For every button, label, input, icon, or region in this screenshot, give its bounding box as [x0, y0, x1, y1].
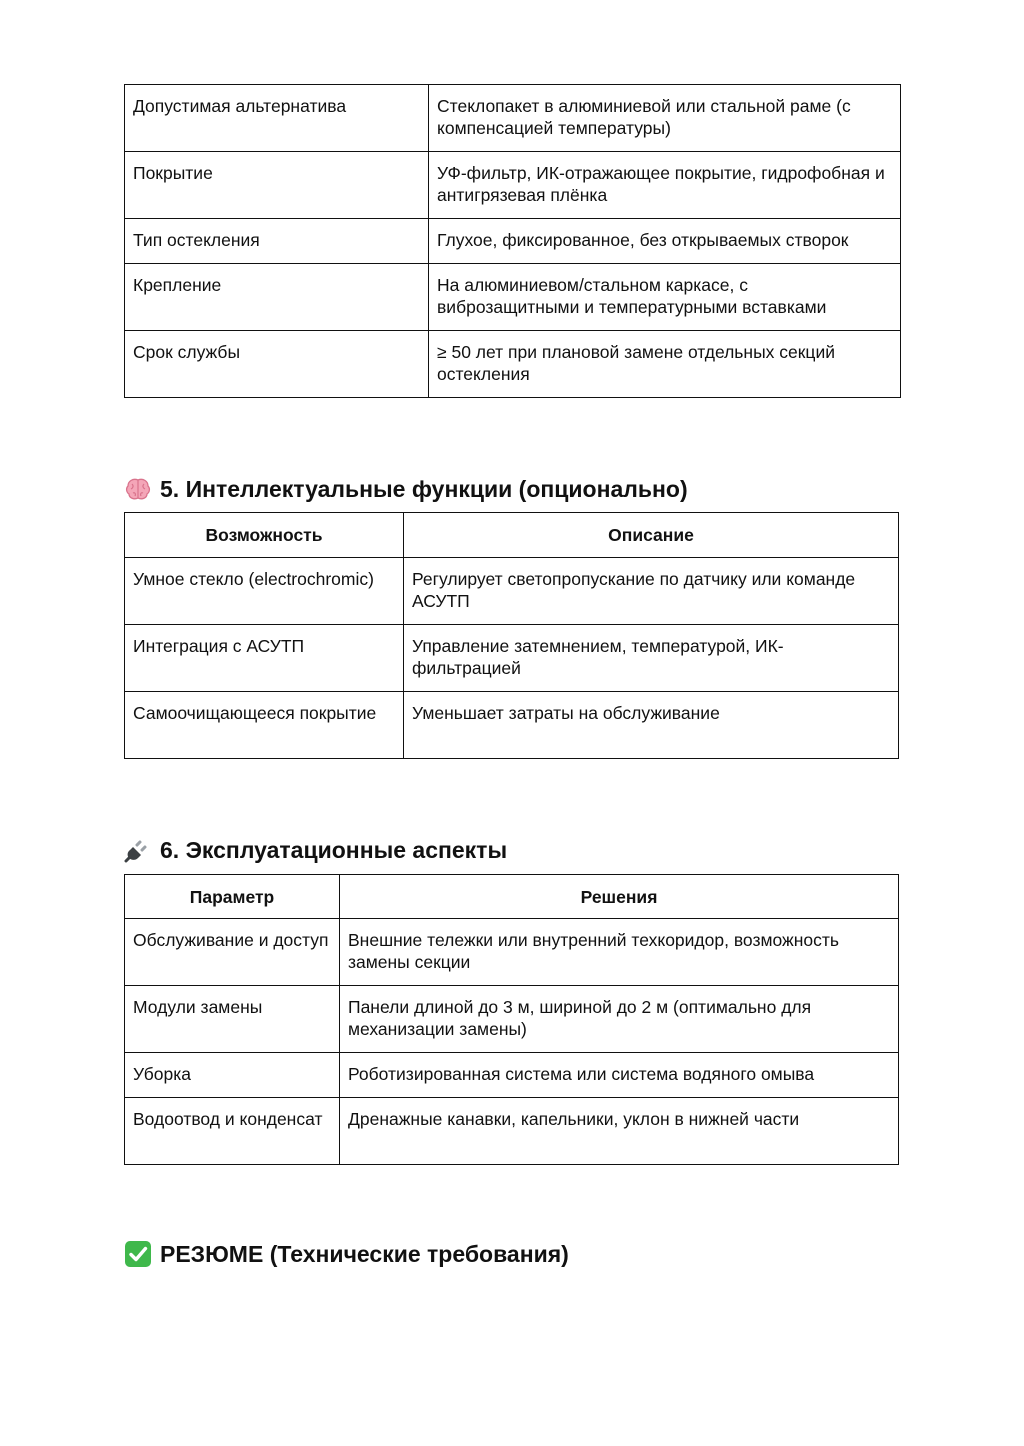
smart-functions-table [124, 512, 899, 759]
table-cell-param: Модули замены [125, 986, 340, 1053]
table-row [125, 152, 901, 219]
table-header-row [125, 875, 899, 919]
table-cell-value: Стеклопакет в алюминиевой или стальной раме (с компенсацией температуры) [429, 85, 901, 152]
check-mark-icon [124, 1240, 152, 1268]
table-cell-value: Уменьшает затраты на обслуживание [404, 692, 899, 759]
table-cell-value: Роботизированная система или система водяного омыва [340, 1053, 899, 1098]
table-row [125, 692, 899, 759]
table-row [125, 219, 901, 264]
table-cell-value: Внешние тележки или внутренний техкоридор, возможность замены секции [340, 919, 899, 986]
section-title: РЕЗЮМЕ (Технические требования) [160, 1241, 569, 1267]
column-header: Возможность [125, 513, 404, 558]
glazing-spec-table [124, 84, 901, 398]
table-cell-value: На алюминиевом/стальном каркасе, с виброзащитными и температурными вставками [429, 264, 901, 331]
table-cell-value: ≥ 50 лет при плановой замене отдельных секций остекления [429, 331, 901, 398]
table-cell-param: Крепление [125, 264, 429, 331]
summary-heading [124, 1240, 569, 1268]
table-cell-param: Интеграция с АСУТП [125, 625, 404, 692]
section-title: 6. Эксплуатационные аспекты [160, 837, 508, 863]
table-row [125, 625, 899, 692]
table-cell-param: Срок службы [125, 331, 429, 398]
table-row [125, 264, 901, 331]
table-cell-param: Умное стекло (electrochromic) [125, 558, 404, 625]
table-cell-value: Регулирует светопропускание по датчику или команде АСУТП [404, 558, 899, 625]
section-6-heading [124, 836, 507, 864]
section-title: 5. Интеллектуальные функции (опционально) [160, 476, 688, 502]
table-row [125, 986, 899, 1053]
table-row [125, 919, 899, 986]
brain-icon [124, 475, 152, 503]
operational-aspects-table [124, 874, 899, 1165]
table-row [125, 331, 901, 398]
section-5-heading [124, 475, 688, 503]
table-cell-param: Обслуживание и доступ [125, 919, 340, 986]
table-cell-param: Покрытие [125, 152, 429, 219]
table-cell-param: Водоотвод и конденсат [125, 1098, 340, 1165]
table-row [125, 1053, 899, 1098]
column-header: Решения [340, 875, 899, 919]
table-cell-value: Панели длиной до 3 м, шириной до 2 м (оптимально для механизации замены) [340, 986, 899, 1053]
table-cell-value: УФ-фильтр, ИК-отражающее покрытие, гидрофобная и антигрязевая плёнка [429, 152, 901, 219]
column-header: Описание [404, 513, 899, 558]
table-cell-value: Управление затемнением, температурой, ИК-фильтрацией [404, 625, 899, 692]
table-cell-param: Допустимая альтернатива [125, 85, 429, 152]
table-header-row [125, 513, 899, 558]
electric-plug-icon [124, 836, 152, 864]
table-cell-param: Уборка [125, 1053, 340, 1098]
column-header: Параметр [125, 875, 340, 919]
table-row [125, 1098, 899, 1165]
table-cell-value: Глухое, фиксированное, без открываемых створок [429, 219, 901, 264]
table-cell-value: Дренажные канавки, капельники, уклон в нижней части [340, 1098, 899, 1165]
table-row [125, 85, 901, 152]
table-cell-param: Самоочищающееся покрытие [125, 692, 404, 759]
table-cell-param: Тип остекления [125, 219, 429, 264]
table-row [125, 558, 899, 625]
